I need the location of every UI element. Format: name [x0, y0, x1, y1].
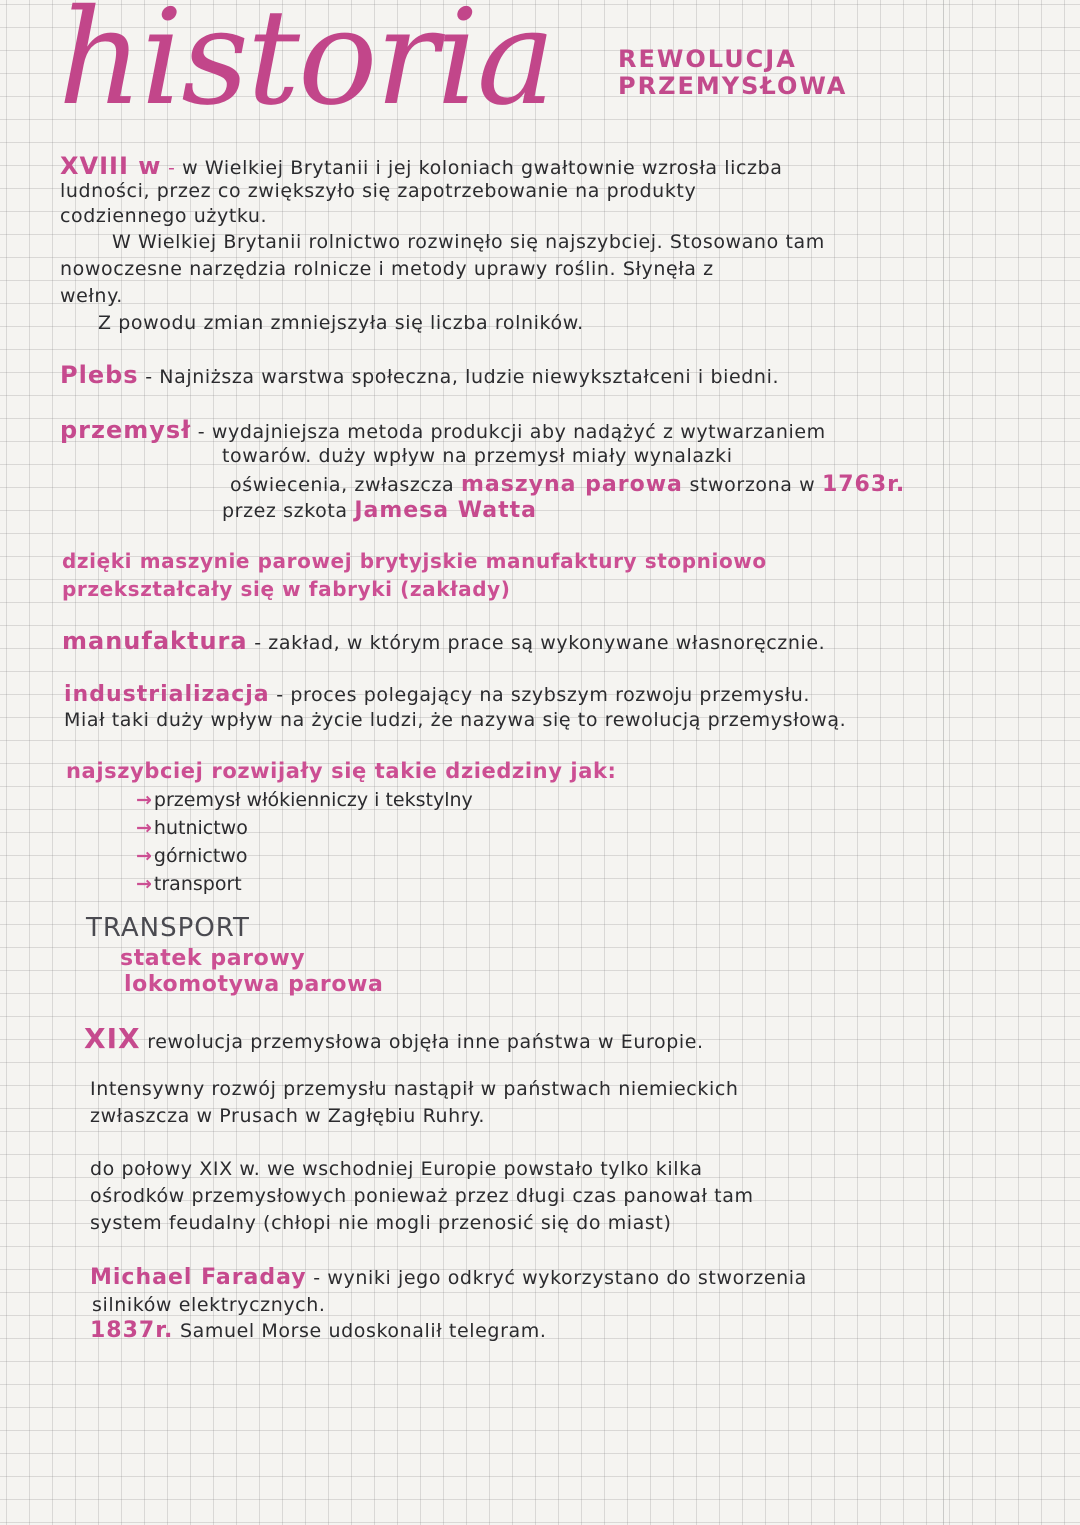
- factories-line-1: dzięki maszynie parowej brytyjskie manufaktury stopniowo: [62, 549, 767, 573]
- manufaktura-definition: [62, 627, 825, 655]
- przemysl-line-2: towarów. duży wpływ na przemysł miały wynalazki: [222, 445, 733, 467]
- fields-list: [136, 786, 473, 898]
- field-label: hutnictwo: [153, 817, 248, 839]
- fields-heading: najszybciej rozwijały się takie dziedziny jak:: [66, 759, 617, 783]
- transport-item-locomotive: lokomotywa parowa: [124, 972, 384, 997]
- list-item: [136, 786, 473, 814]
- intro-line-3: codziennego użytku.: [60, 205, 268, 227]
- manufaktura-text: - zakład, w którym prace są wykonywane własnoręcznie.: [247, 632, 826, 654]
- east-line-3: system feudalny (chłopi nie mogli przenosić się do miast): [90, 1212, 672, 1234]
- intro-dash: -: [161, 157, 183, 179]
- faraday-name: Michael Faraday: [90, 1265, 307, 1290]
- transport-heading: TRANSPORT: [86, 913, 250, 943]
- przemysl-text-3: oświecenia, zwłaszcza: [230, 474, 461, 496]
- arrow-icon: →: [136, 845, 152, 867]
- przemysl-text-3b: stworzona w: [682, 474, 822, 496]
- century-xviii: XVIII w: [60, 152, 162, 180]
- xix-line: [84, 1022, 704, 1055]
- factories-line-2: przekształcały się w fabryki (zakłady): [62, 577, 511, 601]
- przemysl-text-1: - wydajniejsza metoda produkcji aby nadążyć z wytwarzaniem: [191, 421, 826, 443]
- przemysl-text-4: przez szkota: [222, 500, 355, 522]
- steam-engine-year: 1763r.: [821, 472, 906, 497]
- xix-text: rewolucja przemysłowa objęła inne państwa w Europie.: [140, 1031, 704, 1053]
- arrow-icon: →: [136, 873, 152, 895]
- manufaktura-term: manufaktura: [62, 627, 248, 655]
- watt-name: Jamesa Watta: [354, 498, 537, 523]
- century-xix: XIX: [84, 1022, 141, 1055]
- przemysl-line-1: [60, 416, 826, 444]
- list-item: [136, 842, 473, 870]
- morse-year: 1837r.: [90, 1318, 174, 1343]
- page-subtitle: [618, 46, 847, 100]
- steam-engine-term: maszyna parowa: [460, 472, 683, 497]
- arrow-icon: →: [136, 817, 152, 839]
- agriculture-line-1: W Wielkiej Brytanii rolnictwo rozwinęło się najszybciej. Stosowano tam: [112, 231, 825, 253]
- subtitle-line-2: PRZEMYSŁOWA: [618, 72, 848, 100]
- plebs-definition: [60, 361, 779, 389]
- industrializacja-line-2: Miał taki duży wpływ na życie ludzi, że nazywa się to rewolucją przemysłową.: [64, 709, 847, 731]
- przemysl-term: przemysł: [60, 416, 192, 444]
- faraday-line-1: [90, 1265, 807, 1290]
- faraday-line-2: silników elektrycznych.: [92, 1294, 326, 1316]
- germany-line-2: zwłaszcza w Prusach w Zagłębiu Ruhry.: [90, 1105, 485, 1127]
- intro-line-2: ludności, przez co zwiększyło się zapotrzebowanie na produkty: [60, 180, 697, 202]
- intro-line-1: [60, 152, 783, 180]
- subtitle-line-1: REWOLUCJA: [618, 45, 797, 73]
- agriculture-line-4: Z powodu zmian zmniejszyła się liczba rolników.: [98, 312, 584, 334]
- page-margin-line: [943, 0, 944, 1525]
- list-item: [136, 870, 473, 898]
- faraday-text-1: - wyniki jego odkryć wykorzystano do stworzenia: [306, 1267, 807, 1289]
- plebs-term: Plebs: [60, 361, 139, 389]
- list-item: [136, 814, 473, 842]
- field-label: górnictwo: [153, 845, 248, 867]
- morse-text: Samuel Morse udoskonalił telegram.: [173, 1320, 547, 1342]
- page-title: historia: [58, 0, 554, 135]
- industrializacja-term: industrializacja: [64, 682, 270, 707]
- morse-line: [90, 1318, 547, 1343]
- arrow-icon: →: [136, 789, 152, 811]
- agriculture-line-3: wełny.: [60, 285, 123, 307]
- east-line-2: ośrodków przemysłowych ponieważ przez długi czas panował tam: [90, 1185, 754, 1207]
- intro-text-1: w Wielkiej Brytanii i jej koloniach gwałtownie wzrosła liczba: [182, 157, 783, 179]
- field-label: transport: [153, 873, 242, 895]
- germany-line-1: Intensywny rozwój przemysłu nastąpił w państwach niemieckich: [90, 1078, 739, 1100]
- east-line-1: do połowy XIX w. we wschodniej Europie powstało tylko kilka: [90, 1158, 703, 1180]
- przemysl-line-3: [230, 472, 905, 497]
- agriculture-line-2: nowoczesne narzędzia rolnicze i metody uprawy roślin. Słynęła z: [60, 258, 714, 280]
- plebs-text: - Najniższa warstwa społeczna, ludzie niewykształceni i biedni.: [138, 366, 780, 388]
- industrializacja-line-1: [64, 682, 810, 707]
- industrializacja-text-1: - proces polegający na szybszym rozwoju przemysłu.: [269, 684, 811, 706]
- transport-item-steamship: statek parowy: [120, 946, 306, 971]
- field-label: przemysł włókienniczy i tekstylny: [153, 789, 473, 811]
- przemysl-line-4: [222, 498, 537, 523]
